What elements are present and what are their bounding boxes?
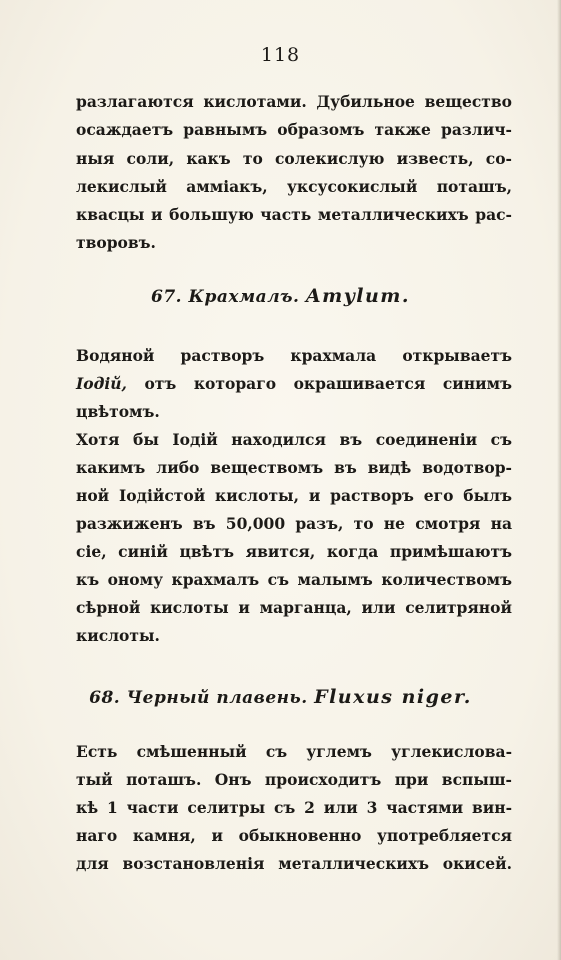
section-title: Крахмалъ. (188, 287, 300, 307)
text-line (76, 374, 512, 394)
section-number: 68. (89, 688, 121, 708)
text-line: для возстановленiя металлическихъ окисей. (76, 854, 512, 873)
text-line: ныя соли, какъ то солекислую известь, со- (76, 149, 512, 168)
text-line: кислоты. (76, 626, 160, 645)
section-latin-title: Fluxus niger. (314, 686, 472, 708)
italic-term: Iодiй, (76, 374, 127, 393)
text-line: разлагаются кислотами. Дубильное вещество (76, 92, 512, 111)
section-latin-title: Amylum. (305, 285, 410, 307)
text-line: лекислый аммiакъ, уксусокислый поташъ, (76, 177, 512, 196)
text-line: сiе, синiй цвѣтъ явится, когда примѣшаютъ (76, 542, 512, 561)
text-line: квасцы и большую часть металлическихъ рас- (76, 205, 512, 224)
page-edge-shadow (557, 0, 561, 960)
text-line: Есть смѣшенный съ углемъ углекислова- (76, 742, 512, 761)
section-heading-67 (0, 285, 561, 307)
text-fragment: отъ котораго окрашивается синимъ (126, 374, 512, 393)
text-line: Хотя бы Iодiй находился въ соединенiи съ (76, 430, 512, 449)
text-line: осаждаетъ равнымъ образомъ также различ- (76, 120, 512, 139)
text-line: какимъ либо веществомъ въ видѣ водотвор- (76, 458, 512, 477)
section-title: Черный плавень. (126, 688, 308, 708)
text-line: цвѣтомъ. (76, 402, 160, 421)
page-number: 118 (260, 44, 301, 66)
text-line: наго камня, и обыкновенно употребляется (76, 826, 512, 845)
text-line: Водяной растворъ крахмала открываетъ (76, 346, 512, 365)
text-line: ной Iодiйстой кислоты, и растворъ его былъ (76, 486, 512, 505)
text-line: творовъ. (76, 233, 156, 252)
text-line: кѣ 1 части селитры съ 2 или 3 частями вин- (76, 798, 512, 817)
text-line: тый поташъ. Онъ происходитъ при вспыш- (76, 770, 512, 789)
section-number: 67. (151, 287, 183, 307)
text-line: сѣрной кислоты и марганца, или селитряной (76, 598, 512, 617)
text-line: разжиженъ въ 50,000 разъ, то не смотря на (76, 514, 512, 533)
section-heading-68 (0, 686, 561, 708)
text-line: къ оному крахмалъ съ малымъ количествомъ (76, 570, 512, 589)
